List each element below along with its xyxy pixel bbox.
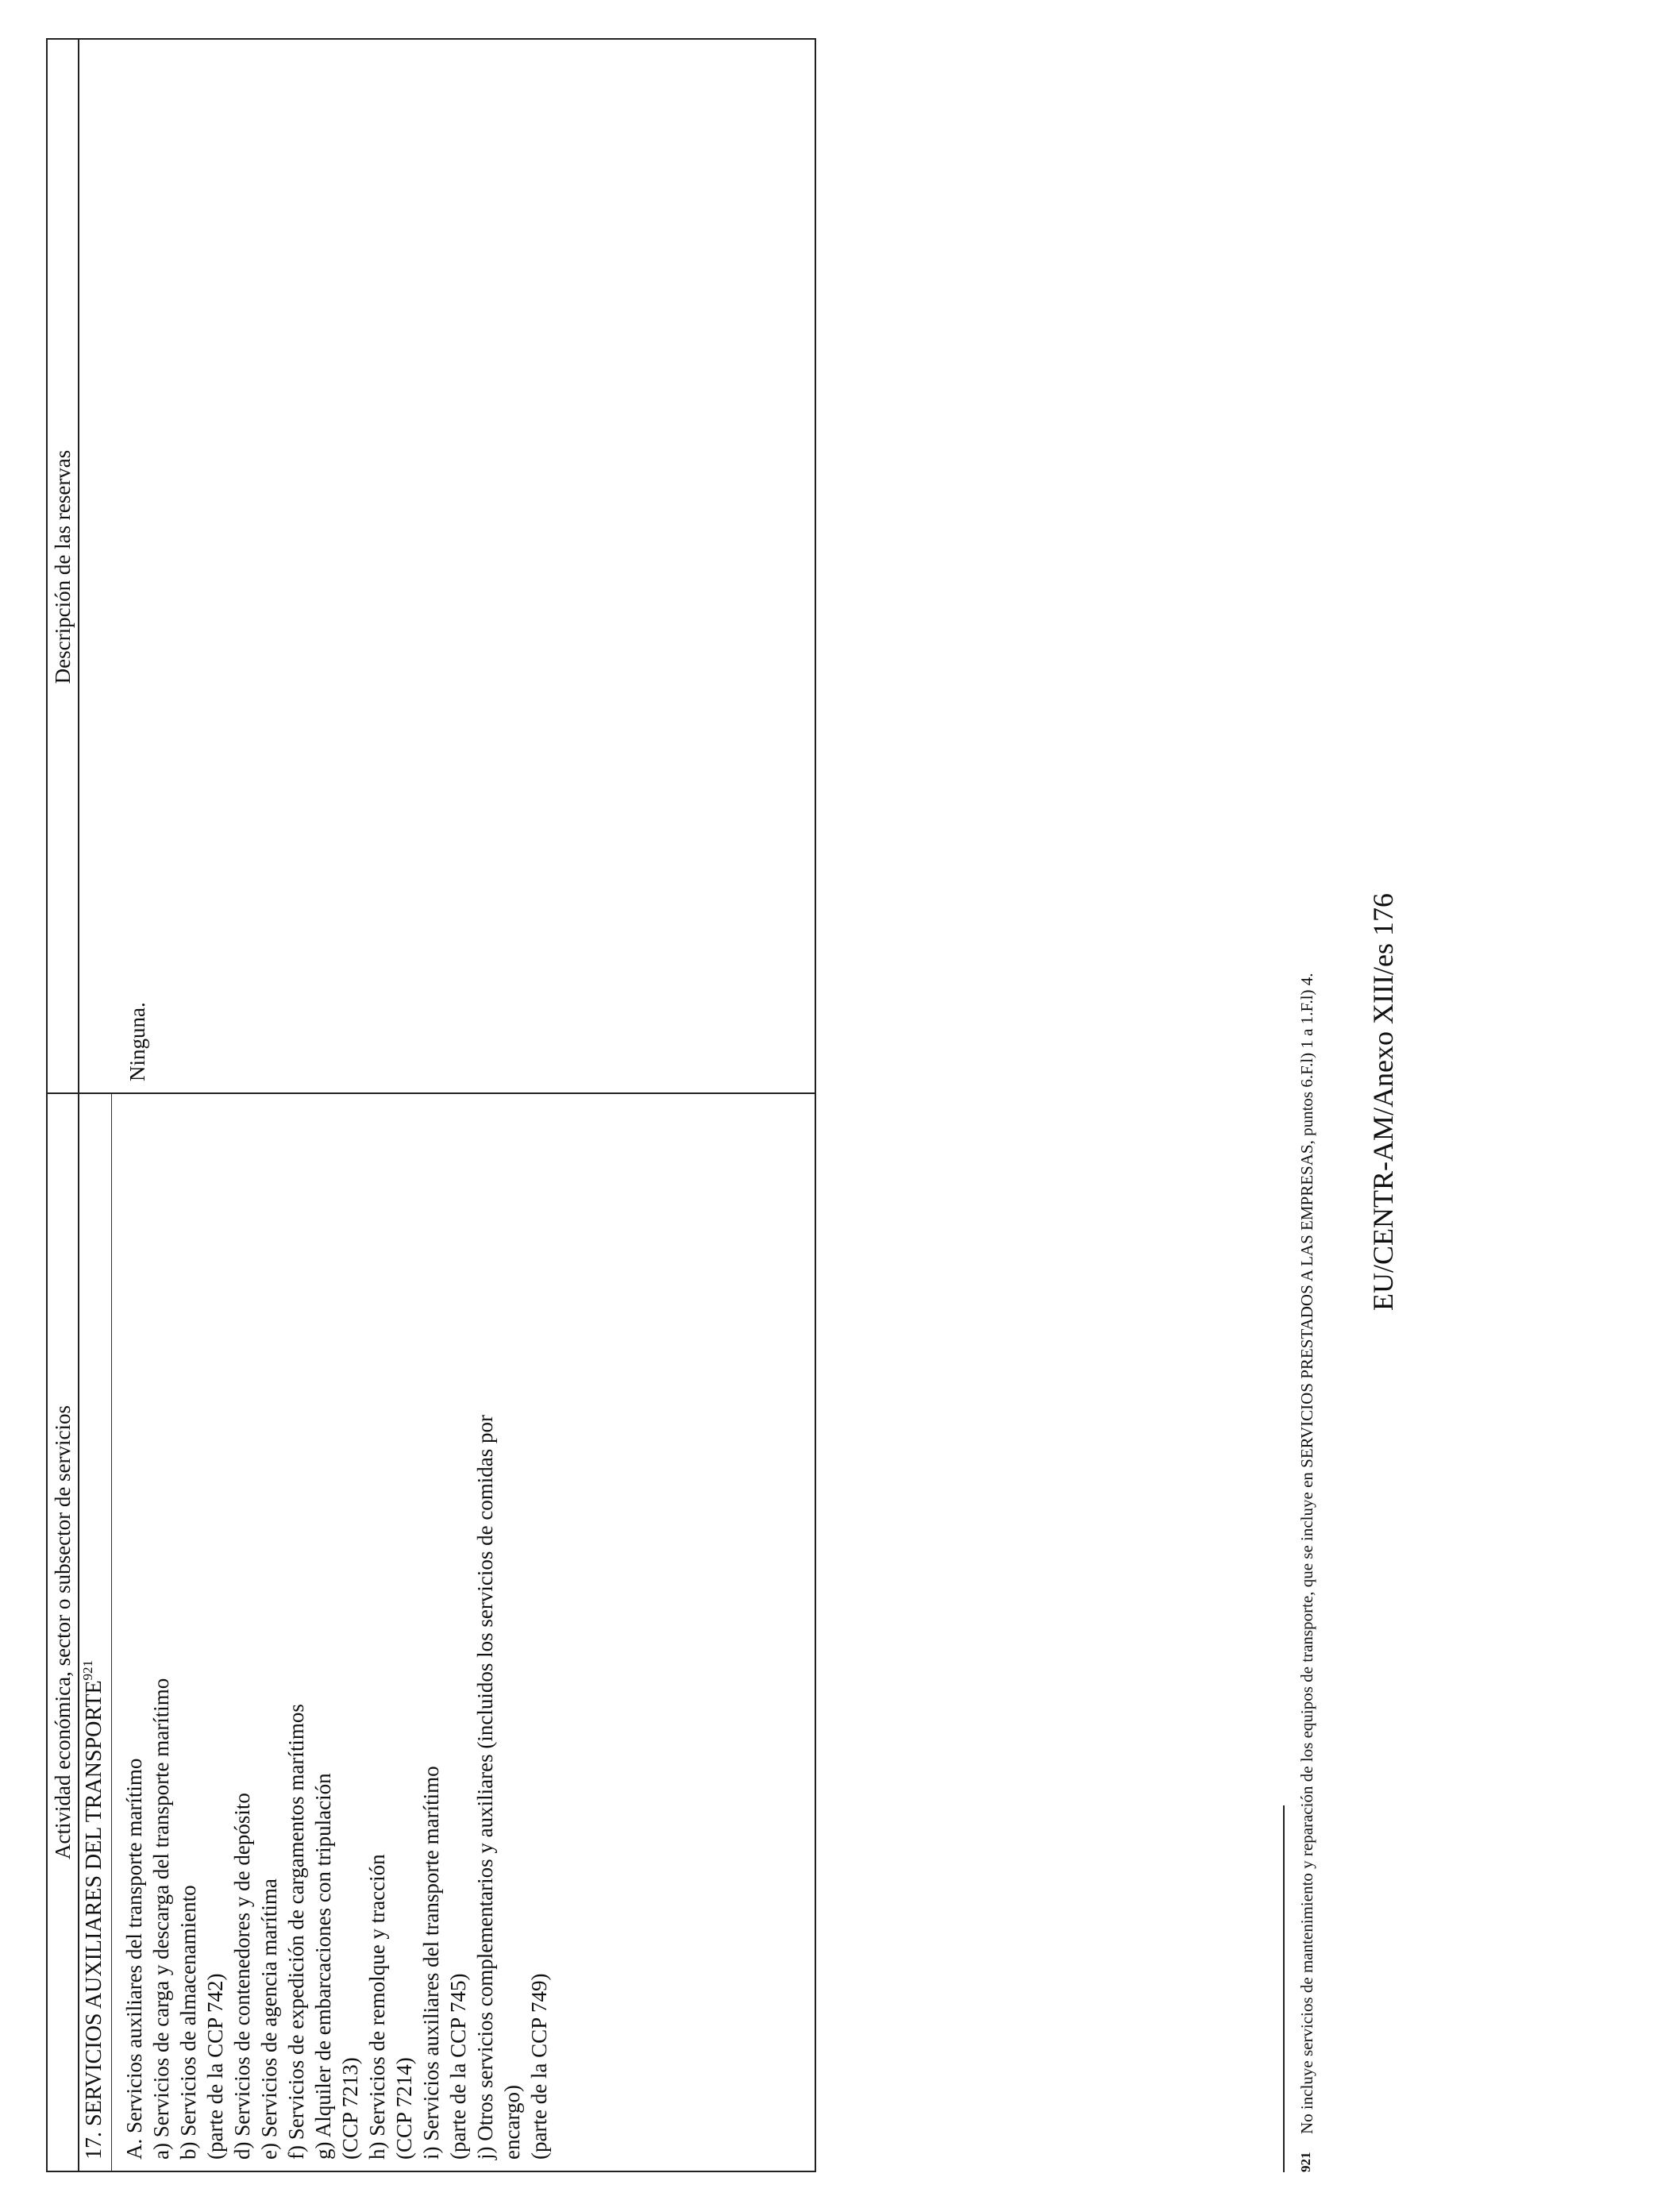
activity-item: (CCP 7213) <box>338 2057 362 2160</box>
activity-item: (parte de la CCP 749) <box>527 1973 551 2160</box>
section-title-text: 17. SERVICIOS AUXILIARES DEL TRANSPORTE <box>82 1680 106 2160</box>
footnote-separator <box>1283 1805 1285 2172</box>
activity-item: (parte de la CCP 742) <box>203 1973 227 2160</box>
activity-item: A. Servicios auxiliares del transporte marítimo <box>122 1758 146 2160</box>
reservation-table <box>46 38 816 2172</box>
activity-item: d) Servicios de contenedores y de depósito <box>230 1793 254 2160</box>
activity-item: j) Otros servicios complementarios y auxiliares (incluidos los servicios de comidas por encargo) <box>473 1414 524 2160</box>
activity-item: g) Alquiler de embarcaciones con tripulación <box>311 1773 335 2160</box>
footnote-number: 921 <box>1298 2152 1313 2172</box>
page-footer: EU/CENTR-AM/Anexo XIII/es 176 <box>1367 893 1399 1311</box>
activity-item: (parte de la CCP 745) <box>446 1973 470 2160</box>
activity-item: i) Servicios auxiliares del transporte marítimo <box>419 1766 443 2160</box>
reservations-column-header: Descripción de las reservas <box>50 449 75 684</box>
footnote-text: No incluye servicios de mantenimiento y reparación de los equipos de transporte, que se incluye en SERVICIOS PRESTADOS A LAS EMPRESAS, puntos 6.F.l) 1 a 1.F.l) 4. <box>1297 973 1316 2134</box>
footnote <box>1294 108 1319 2172</box>
reservation-description: Ninguna. <box>125 1002 149 1081</box>
activity-item: (CCP 7214) <box>392 2057 416 2160</box>
activity-list <box>121 1112 553 2160</box>
activity-item: b) Servicios de almacenamiento <box>176 1885 200 2160</box>
activity-item: a) Servicios de carga y descarga del transporte marítimo <box>149 1678 173 2160</box>
activity-item: f) Servicios de expedición de cargamentos marítimos <box>284 1704 308 2160</box>
footnote-reference: 921 <box>80 1659 95 1681</box>
activity-item: e) Servicios de agencia marítima <box>257 1878 281 2160</box>
activity-column-header: Actividad económica, sector o subsector de servicios <box>50 1404 75 1860</box>
section-title <box>79 1660 110 2160</box>
section-row-divider <box>111 1094 112 2171</box>
activity-item: h) Servicios de remolque y tracción <box>365 1854 389 2160</box>
column-divider <box>48 1092 815 1094</box>
